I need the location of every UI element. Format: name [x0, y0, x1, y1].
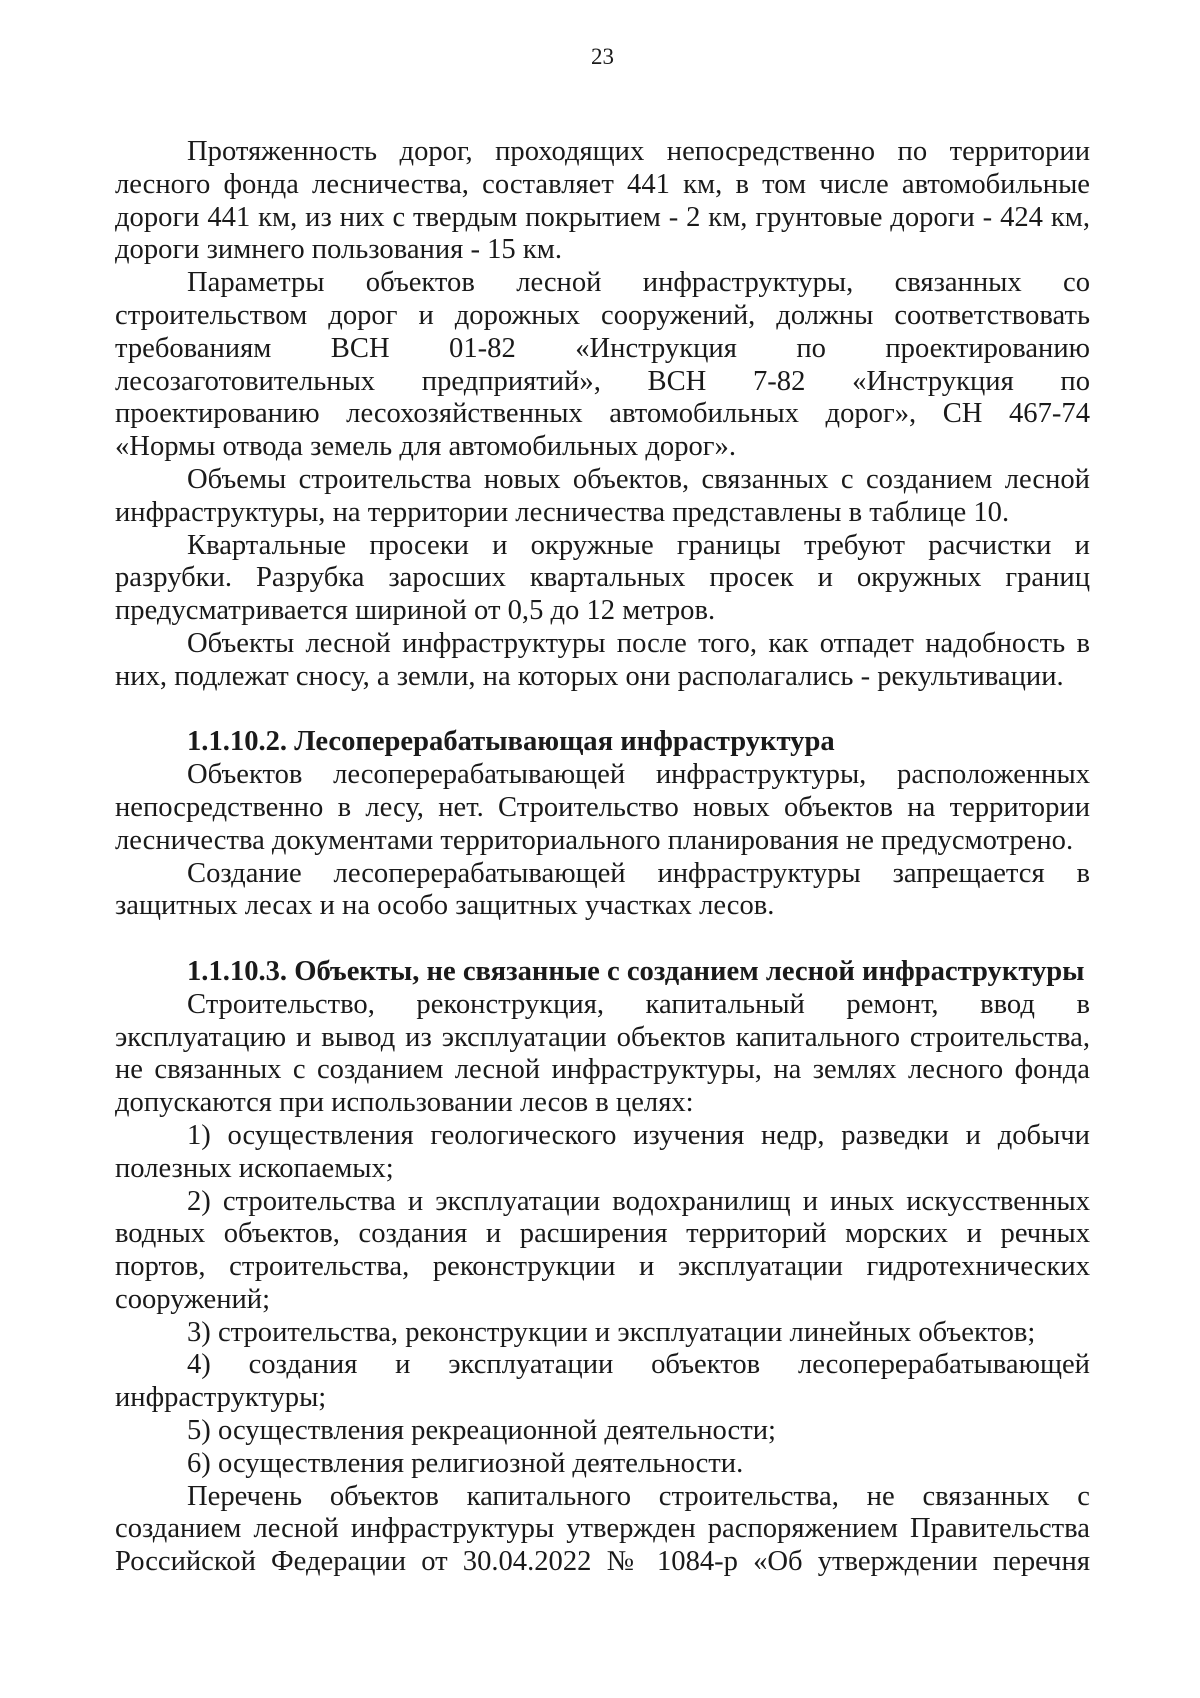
list-item-purpose-5: 5) осуществления рекреационной деятельности; [187, 1415, 776, 1447]
paragraph-construction-volumes: Объемы строительства новых объектов, связанных с созданием лесной инфраструктуры, на территории лесничества представлены в таблице 10. [115, 463, 1090, 528]
list-item-purpose-2: 2) строительства и эксплуатации водохранилищ и иных искусственных водных объектов, создания и расширения территорий морских и речных портов, строительства, реконструкции и эксплуатации гидротехнических сооружений; [115, 1185, 1090, 1315]
list-item-purpose-6: 6) осуществления религиозной деятельности. [187, 1447, 744, 1479]
paragraph-infrastructure-parameters: Параметры объектов лесной инфраструктуры, связанных со строительством дорог и дорожных сооружений, должны соответствовать требованиям ВСН 01-82 «Инструкция по проектированию лесозаготовительных предприятий», ВСН 7-82 «Инструкция по проектированию лесохозяйственных автомобильных дорог», СН 467-74 «Нормы отвода земель для автомобильных дорог». [115, 267, 1090, 463]
list-item-purpose-1: 1) осуществления геологического изучения недр, разведки и добычи полезных ископаемых; [115, 1119, 1090, 1184]
list-item-purpose-3: 3) строительства, реконструкции и эксплуатации линейных объектов; [187, 1316, 1036, 1348]
list-item-purpose-4: 4) создания и эксплуатации объектов лесоперерабатывающей инфраструктуры; [115, 1349, 1090, 1414]
section-heading-non-forest-objects: 1.1.10.3. Объекты, не связанные с созданием лесной инфраструктуры [187, 955, 1085, 987]
paragraph-permitted-purposes-intro: Строительство, реконструкция, капитальный ремонт, ввод в эксплуатацию и вывод из эксплуатации объектов капитального строительства, не связанных с созданием лесной инфраструктуры, на землях лесного фонда допускаются при использовании лесов в целях: [115, 988, 1090, 1119]
paragraph-quarter-clearings: Квартальные просеки и окружные границы требуют расчистки и разрубки. Разрубка заросших квартальных просек и окружных границ предусматривается шириной от 0,5 до 12 метров. [115, 529, 1090, 627]
paragraph-roads-length: Протяженность дорог, проходящих непосредственно по территории лесного фонда лесничества, составляет 441 км, в том числе автомобильные дороги 441 км, из них с твердым покрытием - 2 км, грунтовые дороги - 424 км, дороги зимнего пользования - 15 км. [115, 136, 1090, 266]
page-number: 23 [591, 44, 614, 69]
paragraph-objects-list-reference: Перечень объектов капитального строительства, не связанных с созданием лесной инфраструктуры утвержден распоряжением Правительства Российской Федерации от 30.04.2022 № 1084-р «Об утверждении перечня [115, 1480, 1090, 1578]
page-content [115, 136, 1090, 1579]
paragraph-processing-absent: Объектов лесоперерабатывающей инфраструктуры, расположенных непосредственно в лесу, нет. Строительство новых объектов на территории лесничества документами территориального планирования не предусмотрено. [115, 759, 1090, 856]
section-heading-processing-infrastructure: 1.1.10.2. Лесоперерабатывающая инфраструктура [187, 726, 835, 758]
paragraph-demolition: Объекты лесной инфраструктуры после того, как отпадет надобность в них, подлежат сносу, а земли, на которых они располагались - рекультивации. [115, 627, 1090, 692]
paragraph-processing-prohibited: Создание лесоперерабатывающей инфраструктуры запрещается в защитных лесах и на особо защитных участках лесов. [115, 857, 1090, 922]
